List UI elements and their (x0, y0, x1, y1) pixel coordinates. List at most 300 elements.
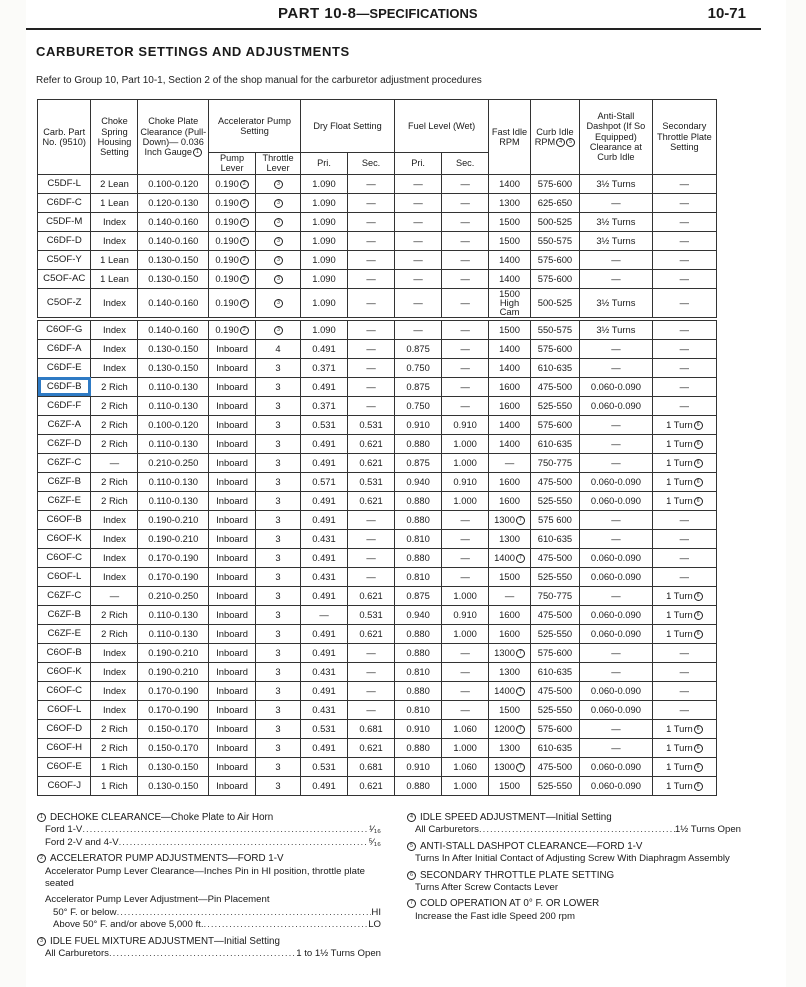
cell-dry-sec: 0.621 (348, 434, 395, 453)
cell-anti-stall: 0.060-0.090 (580, 757, 653, 776)
cell-choke-setting: 1 Lean (91, 250, 138, 269)
cell-fast-idle: 1400 (489, 250, 531, 269)
cell-curb-idle: 475-500 (530, 757, 579, 776)
note-marker: 6 (694, 497, 703, 506)
cell-wet-pri: 0.875 (395, 377, 442, 396)
cell-wet-pri: 0.880 (395, 548, 442, 567)
cell-fast-idle: 1500 (489, 319, 531, 340)
cell-carb-part: C6OF-G (38, 319, 91, 340)
cell-pump-lever: 0.190 2 (209, 250, 256, 269)
cell-anti-stall: — (580, 193, 653, 212)
header-carb-part-no: Carb. Part No. (9510) (38, 100, 91, 175)
cell-choke-plate: 0.210-0.250 (138, 586, 209, 605)
cell-dry-pri: 0.431 (300, 700, 347, 719)
cell-dry-sec: — (348, 681, 395, 700)
cell-choke-setting: 2 Rich (91, 605, 138, 624)
note-marker: 6 (694, 782, 703, 791)
cell-anti-stall: — (580, 529, 653, 548)
cell-anti-stall: 0.060-0.090 (580, 624, 653, 643)
cell-secondary-throttle: — (652, 510, 716, 529)
cell-throttle-lever: 3 (256, 567, 301, 586)
cell-choke-setting: Index (91, 643, 138, 662)
cell-pump-lever: Inboard (209, 510, 256, 529)
cell-choke-setting: 1 Rich (91, 757, 138, 776)
cell-throttle-lever (256, 319, 301, 340)
cell-secondary-throttle: 1 Turn 6 (652, 434, 716, 453)
cell-pump-lever: Inboard (209, 776, 256, 795)
cell-curb-idle: 475-500 (530, 377, 579, 396)
cell-wet-pri: 0.910 (395, 757, 442, 776)
cell-wet-sec: — (442, 548, 489, 567)
cell-wet-sec: — (442, 510, 489, 529)
table-row (38, 288, 717, 319)
cell-pump-lever: 0.190 2 (209, 231, 256, 250)
cell-curb-idle: 525-550 (530, 624, 579, 643)
note-marker: 7 (516, 649, 525, 658)
cell-choke-plate: 0.110-0.130 (138, 491, 209, 510)
cell-choke-plate: 0.170-0.190 (138, 567, 209, 586)
cell-choke-setting: Index (91, 529, 138, 548)
cell-fast-idle: 1500 High Cam (489, 288, 531, 319)
note-marker: 2 (240, 199, 249, 208)
cell-curb-idle: 525-550 (530, 700, 579, 719)
cell-wet-pri: — (395, 288, 442, 319)
cell-anti-stall: 3½ Turns (580, 319, 653, 340)
cell-wet-pri: 0.750 (395, 396, 442, 415)
cell-throttle-lever: 3 (256, 662, 301, 681)
cell-throttle-lever: 3 (256, 415, 301, 434)
table-row (38, 472, 717, 491)
cell-dry-pri: 0.491 (300, 434, 347, 453)
cell-anti-stall: — (580, 738, 653, 757)
cell-fast-idle: 1600 (489, 624, 531, 643)
cell-choke-plate: 0.210-0.250 (138, 453, 209, 472)
cell-fast-idle: 1400 7 (489, 548, 531, 567)
cell-dry-pri: 0.371 (300, 358, 347, 377)
cell-fast-idle: 1400 (489, 415, 531, 434)
cell-dry-pri: 1.090 (300, 212, 347, 231)
cell-throttle-lever: 3 (256, 738, 301, 757)
cell-secondary-throttle: — (652, 339, 716, 358)
cell-wet-pri: 0.910 (395, 719, 442, 738)
cell-carb-part: C6ZF-E (38, 624, 91, 643)
table-row (38, 269, 717, 288)
note-marker: 7 (516, 554, 525, 563)
cell-anti-stall: 0.060-0.090 (580, 776, 653, 795)
table-row (38, 548, 717, 567)
footnote (36, 812, 381, 849)
cell-throttle-lever: 3 (256, 605, 301, 624)
part-label: PART 10-8 (278, 5, 357, 22)
cell-carb-part: C6ZF-B (38, 605, 91, 624)
cell-fast-idle: 1500 (489, 212, 531, 231)
table-row (38, 776, 717, 795)
cell-wet-sec: 1.000 (442, 434, 489, 453)
cell-secondary-throttle: — (652, 662, 716, 681)
footnotes-right (406, 812, 741, 927)
table-row (38, 212, 717, 231)
note-marker: 2 (240, 299, 249, 308)
cell-secondary-throttle: 1 Turn 6 (652, 719, 716, 738)
header-dry-pri: Pri. (300, 153, 347, 175)
cell-pump-lever: Inboard (209, 719, 256, 738)
cell-curb-idle: 610-635 (530, 662, 579, 681)
cell-wet-pri: 0.880 (395, 491, 442, 510)
note-marker: 6 (694, 630, 703, 639)
cell-fast-idle: 1600 (489, 377, 531, 396)
note-marker: 3 (274, 218, 283, 227)
cell-anti-stall: 0.060-0.090 (580, 548, 653, 567)
cell-secondary-throttle: 1 Turn 6 (652, 453, 716, 472)
table-row (38, 434, 717, 453)
note-marker: 2 (240, 218, 249, 227)
cell-fast-idle: 1600 (489, 472, 531, 491)
cell-throttle-lever: 3 (256, 510, 301, 529)
cell-choke-setting: — (91, 453, 138, 472)
cell-wet-pri: 0.810 (395, 529, 442, 548)
cell-dry-sec: — (348, 358, 395, 377)
cell-carb-part: C6OF-E (38, 757, 91, 776)
cell-carb-part: C6DF-D (38, 231, 91, 250)
cell-dry-pri: 0.431 (300, 529, 347, 548)
cell-wet-pri: 0.750 (395, 358, 442, 377)
cell-curb-idle: 475-500 (530, 681, 579, 700)
cell-secondary-throttle: — (652, 643, 716, 662)
table-row (38, 624, 717, 643)
cell-pump-lever: Inboard (209, 396, 256, 415)
cell-dry-pri: 0.491 (300, 491, 347, 510)
cell-throttle-lever (256, 288, 301, 319)
footnote-line: All Carburetors ..... 1 to 1½ Turns Open (36, 948, 381, 960)
manual-page (26, 0, 786, 987)
cell-fast-idle: 1500 (489, 776, 531, 795)
cell-dry-sec: — (348, 377, 395, 396)
cell-choke-plate: 0.130-0.150 (138, 250, 209, 269)
cell-carb-part: C6OF-J (38, 776, 91, 795)
table-row (38, 174, 717, 193)
cell-pump-lever: Inboard (209, 548, 256, 567)
cell-carb-part: C6DF-A (38, 339, 91, 358)
note-marker: 3 (274, 256, 283, 265)
cell-fast-idle: 1400 7 (489, 681, 531, 700)
cell-wet-sec: 0.910 (442, 605, 489, 624)
cell-carb-part: C5DF-L (38, 174, 91, 193)
cell-pump-lever: Inboard (209, 700, 256, 719)
cell-secondary-throttle: — (652, 396, 716, 415)
cell-wet-pri: 0.880 (395, 681, 442, 700)
cell-throttle-lever: 3 (256, 776, 301, 795)
cell-dry-pri: 0.571 (300, 472, 347, 491)
cell-dry-pri: 0.431 (300, 567, 347, 586)
cell-carb-part: C6ZF-C (38, 586, 91, 605)
cell-pump-lever: Inboard (209, 415, 256, 434)
cell-throttle-lever: 3 (256, 757, 301, 776)
cell-fast-idle: 1500 (489, 700, 531, 719)
cell-curb-idle: 750-775 (530, 453, 579, 472)
cell-dry-sec: 0.621 (348, 776, 395, 795)
cell-pump-lever: Inboard (209, 472, 256, 491)
cell-secondary-throttle: — (652, 548, 716, 567)
cell-dry-pri: 1.090 (300, 250, 347, 269)
cell-dry-sec: 0.621 (348, 453, 395, 472)
cell-dry-sec: — (348, 529, 395, 548)
cell-curb-idle: 610-635 (530, 738, 579, 757)
cell-choke-plate: 0.130-0.150 (138, 269, 209, 288)
cell-carb-part: C6OF-K (38, 662, 91, 681)
table-row (38, 250, 717, 269)
cell-secondary-throttle: — (652, 567, 716, 586)
table-row (38, 377, 717, 396)
cell-choke-plate: 0.150-0.170 (138, 738, 209, 757)
cell-anti-stall: — (580, 250, 653, 269)
cell-wet-pri: 0.940 (395, 472, 442, 491)
cell-curb-idle: 575-600 (530, 174, 579, 193)
cell-choke-setting: Index (91, 662, 138, 681)
cell-carb-part: C6ZF-A (38, 415, 91, 434)
cell-fast-idle: 1400 (489, 434, 531, 453)
cell-pump-lever: 0.190 2 (209, 193, 256, 212)
footnote-heading: 2 ACCELERATOR PUMP ADJUSTMENTS—FORD 1-V (36, 853, 381, 865)
cell-pump-lever: Inboard (209, 339, 256, 358)
cell-wet-sec: — (442, 700, 489, 719)
cell-dry-sec: — (348, 250, 395, 269)
cell-secondary-throttle: 1 Turn 6 (652, 738, 716, 757)
cell-secondary-throttle: — (652, 174, 716, 193)
footnote-heading: 6 SECONDARY THROTTLE PLATE SETTING (406, 870, 741, 882)
cell-fast-idle: 1600 (489, 491, 531, 510)
cell-wet-pri: — (395, 319, 442, 340)
table-row (38, 586, 717, 605)
note-marker: 7 (516, 516, 525, 525)
cell-curb-idle: 475-500 (530, 548, 579, 567)
cell-choke-plate: 0.100-0.120 (138, 415, 209, 434)
cell-pump-lever: Inboard (209, 567, 256, 586)
cell-choke-plate: 0.190-0.210 (138, 643, 209, 662)
table-row (38, 605, 717, 624)
header-wet-pri: Pri. (395, 153, 442, 175)
cell-pump-lever: Inboard (209, 529, 256, 548)
cell-dry-pri: 0.491 (300, 738, 347, 757)
cell-choke-plate: 0.190-0.210 (138, 529, 209, 548)
cell-choke-plate: 0.170-0.190 (138, 681, 209, 700)
cell-throttle-lever: 3 (256, 624, 301, 643)
header-choke-spring: Choke Spring Housing Setting (91, 100, 138, 175)
cell-throttle-lever (256, 174, 301, 193)
specifications-label: SPECIFICATIONS (369, 6, 478, 21)
page-number: 10-71 (707, 5, 746, 22)
cell-dry-sec: 0.621 (348, 491, 395, 510)
table-row (38, 193, 717, 212)
cell-curb-idle: 750-775 (530, 586, 579, 605)
cell-carb-part: C6DF-F (38, 396, 91, 415)
cell-anti-stall: — (580, 586, 653, 605)
cell-wet-sec: 1.000 (442, 738, 489, 757)
cell-fast-idle: — (489, 586, 531, 605)
cell-choke-plate: 0.110-0.130 (138, 472, 209, 491)
footnote-text: Turns In After Initial Contact of Adjusting Screw With Diaphragm Assembly (415, 853, 730, 865)
cell-curb-idle: 475-500 (530, 472, 579, 491)
footnote-text: Accelerator Pump Lever Clearance—Inches Pin in HI position, throttle plate seated (45, 865, 365, 890)
cell-carb-part: C6DF-B (38, 377, 91, 396)
cell-fast-idle: 1500 (489, 567, 531, 586)
note-marker: 4 (556, 138, 565, 147)
cell-carb-part: C6OF-D (38, 719, 91, 738)
cell-fast-idle: 1300 (489, 193, 531, 212)
cell-choke-setting: Index (91, 548, 138, 567)
cell-wet-pri: — (395, 193, 442, 212)
cell-wet-sec: 1.000 (442, 491, 489, 510)
cell-choke-plate: 0.140-0.160 (138, 231, 209, 250)
cell-wet-sec: 1.060 (442, 719, 489, 738)
footnotes-left (36, 812, 381, 964)
cell-choke-setting: Index (91, 288, 138, 319)
note-marker: 6 (694, 744, 703, 753)
cell-throttle-lever: 3 (256, 472, 301, 491)
cell-carb-part: C5OF-Y (38, 250, 91, 269)
table-row (38, 643, 717, 662)
cell-carb-part: C6DF-E (38, 358, 91, 377)
footnote-line: Ford 1-V ..... ¹⁄₁₆ (36, 824, 381, 836)
cell-dry-pri: 1.090 (300, 231, 347, 250)
cell-throttle-lever: 3 (256, 719, 301, 738)
cell-wet-pri: 0.880 (395, 624, 442, 643)
cell-wet-sec: — (442, 529, 489, 548)
note-marker: 6 (694, 421, 703, 430)
header-secondary-throttle: Secondary Throttle Plate Setting (652, 100, 716, 175)
cell-choke-plate: 0.140-0.160 (138, 212, 209, 231)
cell-carb-part: C5OF-Z (38, 288, 91, 319)
cell-choke-setting: Index (91, 510, 138, 529)
cell-choke-setting: Index (91, 231, 138, 250)
cell-throttle-lever: 3 (256, 586, 301, 605)
cell-carb-part: C6OF-L (38, 700, 91, 719)
cell-carb-part: C6OF-H (38, 738, 91, 757)
table-row (38, 396, 717, 415)
note-marker: 6 (694, 459, 703, 468)
header-pump-lever: Pump Lever (209, 153, 256, 175)
cell-choke-setting: 2 Rich (91, 491, 138, 510)
table-row (38, 339, 717, 358)
cell-curb-idle: 610-635 (530, 434, 579, 453)
cell-secondary-throttle: 1 Turn 6 (652, 491, 716, 510)
cell-throttle-lever: 3 (256, 548, 301, 567)
cell-dry-sec: — (348, 643, 395, 662)
intro-text: Refer to Group 10, Part 10-1, Section 2 of the shop manual for the carburetor adjustment procedures (36, 75, 482, 86)
cell-curb-idle: 575-600 (530, 269, 579, 288)
cell-carb-part: C5DF-M (38, 212, 91, 231)
cell-wet-sec: 1.000 (442, 453, 489, 472)
header-choke-plate: Choke Plate Clearance (Pull-Down)— 0.036 Inch Gauge 1 (138, 100, 209, 175)
carburetor-specs-table (37, 99, 717, 796)
cell-dry-sec: 0.531 (348, 415, 395, 434)
cell-fast-idle: 1300 7 (489, 757, 531, 776)
cell-choke-setting: Index (91, 681, 138, 700)
note-marker: 4 (407, 813, 416, 822)
cell-choke-setting: Index (91, 339, 138, 358)
cell-wet-pri: — (395, 212, 442, 231)
table-row (38, 510, 717, 529)
cell-choke-setting: 2 Rich (91, 377, 138, 396)
cell-secondary-throttle: — (652, 193, 716, 212)
cell-dry-sec: — (348, 567, 395, 586)
cell-throttle-lever: 3 (256, 396, 301, 415)
cell-secondary-throttle: 1 Turn 6 (652, 757, 716, 776)
cell-wet-sec: 1.000 (442, 624, 489, 643)
cell-choke-plate: 0.110-0.130 (138, 396, 209, 415)
cell-carb-part: C6ZF-D (38, 434, 91, 453)
cell-dry-pri: 0.491 (300, 586, 347, 605)
cell-curb-idle: 610-635 (530, 358, 579, 377)
cell-anti-stall: — (580, 269, 653, 288)
cell-secondary-throttle: — (652, 212, 716, 231)
cell-wet-sec: — (442, 396, 489, 415)
cell-choke-plate: 0.190-0.210 (138, 662, 209, 681)
note-marker: 6 (694, 478, 703, 487)
cell-pump-lever: Inboard (209, 643, 256, 662)
cell-anti-stall: 3½ Turns (580, 174, 653, 193)
note-marker: 3 (37, 937, 46, 946)
cell-dry-sec: — (348, 662, 395, 681)
note-marker: 3 (274, 275, 283, 284)
cell-fast-idle: 1300 (489, 529, 531, 548)
cell-dry-sec: — (348, 288, 395, 319)
cell-choke-plate: 0.130-0.150 (138, 776, 209, 795)
cell-choke-setting: 1 Rich (91, 776, 138, 795)
cell-wet-pri: — (395, 231, 442, 250)
cell-curb-idle: 575-600 (530, 643, 579, 662)
footnote (36, 853, 381, 931)
note-marker: 5 (566, 138, 575, 147)
cell-anti-stall: 0.060-0.090 (580, 377, 653, 396)
cell-fast-idle: 1400 (489, 269, 531, 288)
cell-wet-sec: 0.910 (442, 472, 489, 491)
cell-wet-sec: — (442, 681, 489, 700)
cell-fast-idle: 1300 7 (489, 643, 531, 662)
cell-choke-setting: Index (91, 700, 138, 719)
cell-choke-plate: 0.120-0.130 (138, 193, 209, 212)
cell-dry-pri: 0.531 (300, 757, 347, 776)
cell-dry-pri: 0.491 (300, 681, 347, 700)
cell-anti-stall: 0.060-0.090 (580, 472, 653, 491)
cell-fast-idle: — (489, 453, 531, 472)
note-marker: 2 (240, 256, 249, 265)
section-title: CARBURETOR SETTINGS AND ADJUSTMENTS (36, 44, 350, 59)
cell-pump-lever: 0.190 2 (209, 269, 256, 288)
cell-dry-pri: 1.090 (300, 269, 347, 288)
cell-fast-idle: 1600 (489, 605, 531, 624)
cell-wet-sec: — (442, 567, 489, 586)
cell-pump-lever: Inboard (209, 358, 256, 377)
cell-secondary-throttle: — (652, 700, 716, 719)
cell-pump-lever: Inboard (209, 681, 256, 700)
cell-secondary-throttle: 1 Turn 6 (652, 624, 716, 643)
cell-anti-stall: 3½ Turns (580, 231, 653, 250)
table-row (38, 662, 717, 681)
header-anti-stall: Anti-Stall Dashpot (If So Equipped) Clearance at Curb Idle (580, 100, 653, 175)
cell-throttle-lever: 3 (256, 491, 301, 510)
cell-dry-pri: 0.491 (300, 776, 347, 795)
cell-dry-pri: 1.090 (300, 288, 347, 319)
cell-dry-pri: 0.371 (300, 396, 347, 415)
cell-carb-part: C6OF-K (38, 529, 91, 548)
cell-pump-lever: Inboard (209, 434, 256, 453)
cell-curb-idle: 610-635 (530, 529, 579, 548)
cell-dry-sec: 0.531 (348, 605, 395, 624)
cell-secondary-throttle: 1 Turn 6 (652, 586, 716, 605)
cell-carb-part: C6OF-B (38, 643, 91, 662)
cell-anti-stall: 0.060-0.090 (580, 396, 653, 415)
cell-dry-sec: 0.621 (348, 586, 395, 605)
